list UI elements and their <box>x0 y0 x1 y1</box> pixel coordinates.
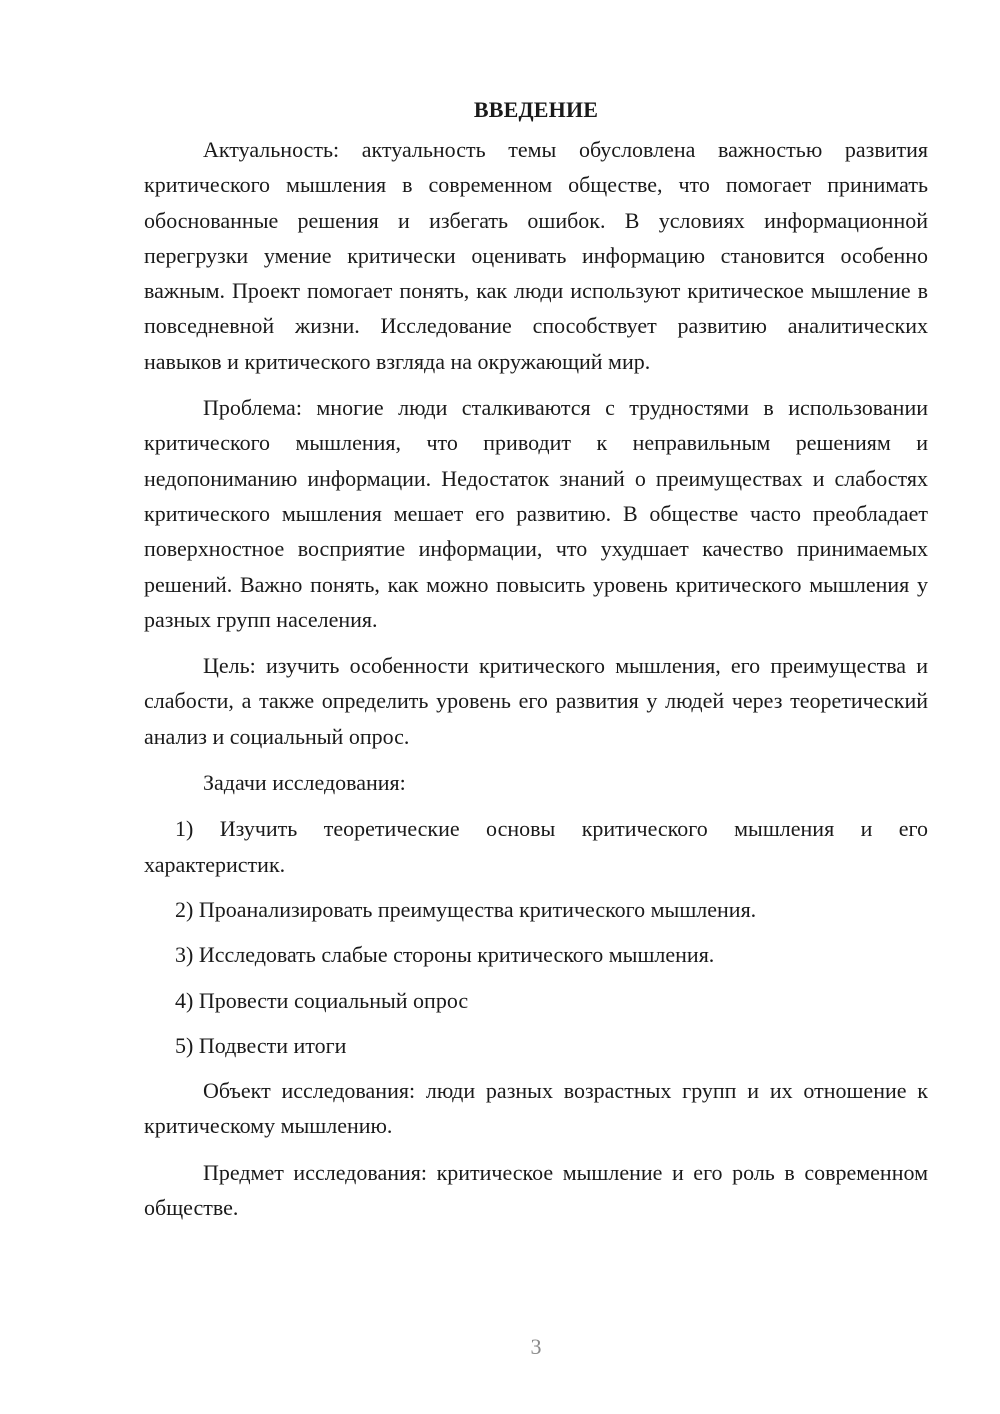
section-heading: ВВЕДЕНИЕ <box>473 97 599 122</box>
object-paragraph: Объект исследования: люди разных возрастных групп и их отношение к критическому мышлению. <box>144 1078 928 1139</box>
tasks-intro: Задачи исследования: <box>203 770 406 796</box>
task-item: 1) Изучить теоретические основы критического мышления и его характеристик. <box>144 816 928 877</box>
subject-paragraph: Предмет исследования: критическое мышление и его роль в современном обществе. <box>144 1159 928 1221</box>
problem-paragraph: Проблема: многие люди сталкиваются с трудностями в использовании критического мышления, что приводит к неправильным решениям и недопониманию информации. Недостаток знаний о преимуществах и слабостях критического мышления мешает его развитию. В обществе часто преобладает поверхностное восприятие информации, что ухудшает качество принимаемых решений. Важно понять, как можно повысить уровень критического мышления у разных групп населения. <box>144 395 928 632</box>
goal-paragraph: Цель: изучить особенности критического мышления, его преимущества и слабости, а также определить уровень его развития у людей через теоретический анализ и социальный опрос. <box>144 653 928 749</box>
task-item: 5) Подвести итоги <box>175 1032 347 1058</box>
task-item: 3) Исследовать слабые стороны критического мышления. <box>175 942 715 968</box>
task-item: 4) Провести социальный опрос <box>175 987 469 1013</box>
task-item: 2) Проанализировать преимущества критического мышления. <box>175 896 757 922</box>
relevance-paragraph: Актуальность: актуальность темы обусловлена важностью развития критического мышления в современном обществе, что помогает принимать обоснованные решения и избегать ошибок. В условиях информационной перегрузки умение критически оценивать информацию становится особенно важным. Проект помогает понять, как люди используют критическое мышление в повседневной жизни. Исследование способствует развитию аналитических навыков и критического взгляда на окружающий мир. <box>144 137 928 374</box>
page-number: 3 <box>530 1334 542 1359</box>
page-content <box>144 92 928 1236</box>
